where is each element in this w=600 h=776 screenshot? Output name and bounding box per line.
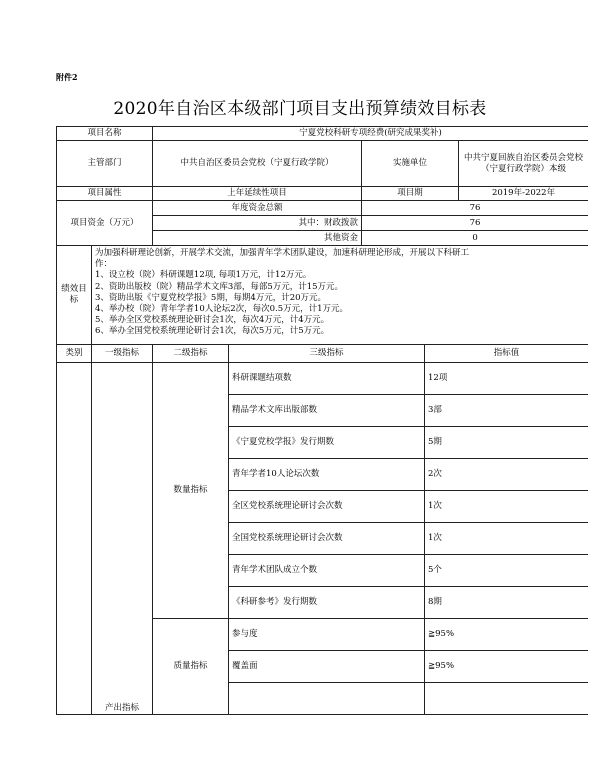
header-level2: 二级指标 — [153, 345, 229, 363]
indicator-value: 1次 — [425, 523, 588, 555]
indicator-value: ≧95% — [425, 651, 588, 683]
indicator-value — [425, 683, 588, 715]
output-indicator-label: 产出指标 — [92, 363, 153, 715]
attr-label: 项目属性 — [57, 187, 153, 201]
fund-total-label: 年度资金总额 — [153, 201, 362, 216]
indicator-value: 3部 — [425, 395, 588, 427]
page-title: 2020年自治区本级部门项目支出预算绩效目标表 — [113, 99, 487, 119]
fund-total-value: 76 — [362, 201, 588, 216]
project-name-label: 项目名称 — [57, 127, 153, 141]
indicator-name — [229, 683, 425, 715]
impl-value: 中共宁夏回族自治区委员会党校（宁夏行政学院）本级 — [459, 141, 588, 187]
row-attribute — [57, 187, 589, 201]
indicator-value: 12项 — [425, 363, 588, 395]
goal-line: 作： — [95, 259, 113, 270]
table-row — [57, 363, 589, 395]
row-indicator-header — [57, 345, 589, 363]
indicator-name: 全区党校系统理论研讨会次数 — [229, 491, 425, 523]
indicator-name: 全国党校系统理论研讨会次数 — [229, 523, 425, 555]
indicator-name: 青年学术团队成立个数 — [229, 555, 425, 587]
quality-indicator-label: 质量指标 — [153, 619, 229, 715]
dept-label: 主管部门 — [57, 141, 153, 187]
indicator-value: ≧95% — [425, 619, 588, 651]
indicator-name: 参与度 — [229, 619, 425, 651]
indicator-name: 覆盖面 — [229, 651, 425, 683]
performance-table-wrapper — [56, 126, 588, 776]
header-level1: 一级指标 — [92, 345, 153, 363]
indicator-value: 2次 — [425, 459, 588, 491]
indicator-name: 青年学者10人论坛次数 — [229, 459, 425, 491]
indicator-value: 5期 — [425, 427, 588, 459]
indicator-value: 8期 — [425, 587, 588, 619]
goal-line: 4、举办校（院）青年学者10人论坛2次，每次0.5万元，计1万元。 — [95, 304, 349, 315]
project-name-value: 宁夏党校科研专项经费(研究成果奖补) — [153, 127, 588, 141]
header-level3: 三级指标 — [229, 345, 425, 363]
goal-line: 1、设立校（院）科研课题12项, 每项1万元，计12万元。 — [95, 270, 312, 281]
quantity-indicator-label: 数量指标 — [153, 363, 229, 619]
header-category: 类别 — [57, 345, 92, 363]
fund-label: 项目资金（万元） — [57, 201, 153, 246]
indicator-value: 1次 — [425, 491, 588, 523]
goal-line: 2、资助出版校（院）精品学术文库3部，每部5万元，计15万元。 — [95, 281, 344, 292]
indicator-name: 精品学术文库出版部数 — [229, 395, 425, 427]
dept-value: 中共自治区委员会党校（宁夏行政学院） — [153, 141, 362, 187]
row-project-name — [57, 127, 589, 141]
goal-line: 为加强科研理论创新，开展学术交流，加强青年学术团队建设，加速科研理论形成，开展以下科研工 — [95, 248, 470, 258]
goal-line: 5、举办全区党校系统理论研讨会1次，每次4万元，计4万元。 — [95, 315, 330, 326]
indicator-name: 《科研参考》发行期数 — [229, 587, 425, 619]
period-label: 项目期 — [362, 187, 459, 201]
goal-line: 6、举办全国党校系统理论研讨会1次，每次5万元，计5万元。 — [95, 326, 330, 337]
indicator-name: 科研课题结项数 — [229, 363, 425, 395]
attr-value: 上年延续性项目 — [153, 187, 362, 201]
fund-fiscal-value: 76 — [362, 216, 588, 231]
fund-fiscal-label: 其中：财政拨款 — [153, 216, 362, 231]
goal-description — [92, 246, 589, 345]
indicator-name: 《宁夏党校学报》发行期数 — [229, 427, 425, 459]
row-fund-total — [57, 201, 589, 216]
goal-line: 3、资助出版《宁夏党校学报》5期，每期4万元，计20万元。 — [95, 292, 327, 303]
indicator-value: 5个 — [425, 555, 588, 587]
goal-label: 绩效目标 — [57, 246, 92, 345]
row-department — [57, 141, 589, 187]
header-value: 指标值 — [425, 345, 588, 363]
impl-label: 实施单位 — [362, 141, 459, 187]
performance-table — [56, 126, 588, 715]
category-cell — [57, 363, 92, 715]
fund-other-value: 0 — [362, 231, 588, 246]
fund-other-label: 其他资金 — [153, 231, 362, 246]
row-performance-goal — [57, 246, 589, 345]
attachment-label: 附件2 — [56, 72, 78, 82]
period-value: 2019年-2022年 — [459, 187, 588, 201]
